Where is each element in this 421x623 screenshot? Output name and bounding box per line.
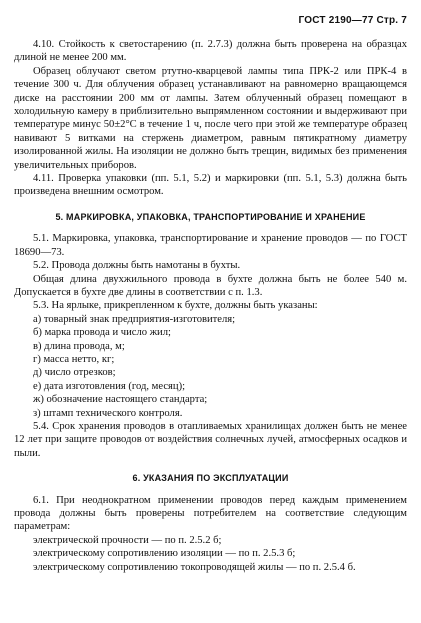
list-item: з) штамп технического контроля. — [33, 407, 183, 419]
list-item: электрическому сопротивлению изоляции — по п. 2.5.3 б; — [33, 548, 296, 560]
paragraph: 6.1. При неоднократном применении проводов перед каждым применением провода должны быть проверены потребителем на соответствие следующим параметрам: — [14, 494, 407, 533]
document-body — [14, 38, 407, 574]
list-item: ж) обозначение настоящего стандарта; — [33, 394, 208, 406]
list-item: в) длина провода, м; — [33, 340, 125, 352]
list-item: д) число отрезков; — [33, 367, 116, 379]
section-heading: 6. УКАЗАНИЯ ПО ЭКСПЛУАТАЦИИ — [132, 473, 289, 484]
paragraph: 5.3. На ярлыке, прикрепленном к бухте, должны быть указаны: — [33, 300, 318, 312]
list-item: а) товарный знак предприятия-изготовителя; — [33, 313, 236, 325]
paragraph: Общая длина двухжильного провода в бухте должна быть не более 540 м. Допускается в бухте две длины в соответствии с п. 1.3. — [14, 273, 407, 298]
list-item: г) масса нетто, кг; — [33, 353, 115, 365]
list-item: б) марка провода и число жил; — [33, 327, 171, 339]
section-heading: 5. МАРКИРОВКА, УПАКОВКА, ТРАНСПОРТИРОВАНИЕ И ХРАНЕНИЕ — [55, 211, 366, 222]
paragraph: 5.1. Маркировка, упаковка, транспортирование и хранение проводов — по ГОСТ 18690—73. — [14, 233, 407, 258]
list-item: электрической прочности — по п. 2.5.2 б; — [33, 534, 222, 546]
list-item: е) дата изготовления (год, месяц); — [33, 380, 186, 392]
paragraph: Образец облучают светом ртутно-кварцевой лампы типа ПРК-2 или ПРК-4 в течение 300 ч. Для облучения образец устанавливают на равномерно вращающемся диске на расстоянии 200 мм от лампы. Затем облученный образец помещают в холодильную камеру в приблизительно выпрямленном состоянии и выдерживают при температуре минус 50±2°С в течение 1 ч, после чего при этой же температуре образец навивают 5 витками на стержень диаметром, равным пятикратному диаметру изолированной жилы. На изоляции не должно быть трещин, видимых без применения увеличительных приборов. — [14, 65, 407, 171]
paragraph: 4.10. Стойкость к светостарению (п. 2.7.3) должна быть проверена на образцах длиной не менее 200 мм. — [14, 39, 407, 64]
paragraph: 5.2. Провода должны быть намотаны в бухты. — [33, 260, 241, 272]
paragraph: 5.4. Срок хранения проводов в отапливаемых хранилищах должен быть не менее 12 лет при защите проводов от воздействия солнечных лучей, атмосферных осадков и пыли. — [14, 420, 407, 459]
list-item: электрическому сопротивлению токопроводящей жилы — по п. 2.5.4 б. — [33, 561, 356, 573]
paragraph: 4.11. Проверка упаковки (пп. 5.1, 5.2) и маркировки (пп. 5.1, 5.3) должна быть произведена внешним осмотром. — [14, 173, 407, 198]
page-header: ГОСТ 2190—77 Стр. 7 — [298, 15, 407, 26]
